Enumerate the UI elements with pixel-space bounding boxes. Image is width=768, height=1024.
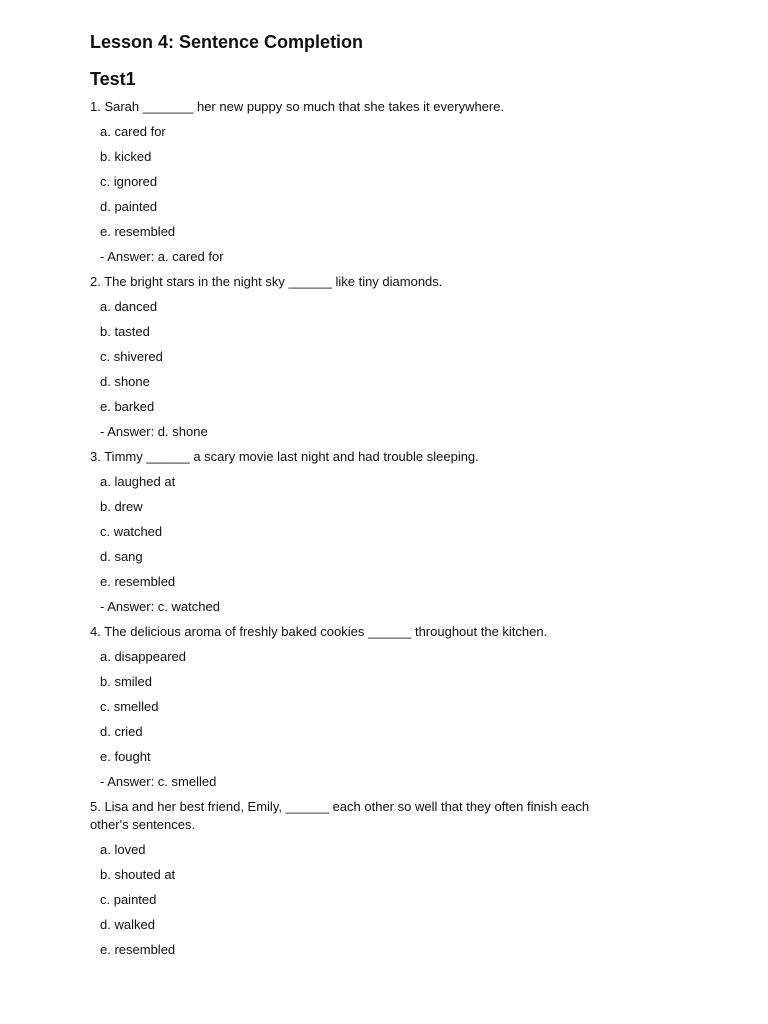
option-e: e. resembled [100,224,176,239]
test-title: Test1 [90,69,136,89]
option-c: c. ignored [100,174,158,189]
option-b: b. shouted at [100,867,176,882]
answer-line: - Answer: d. shone [100,424,208,439]
option-d: d. sang [100,549,143,564]
option-d: d. shone [100,374,150,389]
answer-line: - Answer: a. cared for [100,249,224,264]
option-d: d. painted [100,199,158,214]
option-e: e. barked [100,399,155,414]
question-4 [90,623,690,791]
option-b: b. tasted [100,324,150,339]
lesson-title: Lesson 4: Sentence Completion [90,32,364,52]
option-b: b. kicked [100,149,152,164]
option-d: d. walked [100,917,155,932]
question-text: 3. Timmy ______ a scary movie last night and had trouble sleeping. [90,449,479,464]
option-e: e. resembled [100,942,176,957]
option-e: e. resembled [100,574,176,589]
option-a: a. danced [100,299,158,314]
option-a: a. cared for [100,124,166,139]
question-text: 4. The delicious aroma of freshly baked cookies ______ throughout the kitchen. [90,624,548,639]
answer-line: - Answer: c. watched [100,599,220,614]
question-text: 2. The bright stars in the night sky ______ like tiny diamonds. [90,274,443,289]
question-text: 1. Sarah _______ her new puppy so much that she takes it everywhere. [90,99,505,114]
option-d: d. cried [100,724,143,739]
option-c: c. painted [100,892,157,907]
question-list [90,98,690,959]
question-2 [90,273,690,441]
option-c: c. shivered [100,349,163,364]
document-page [90,30,690,966]
option-e: e. fought [100,749,151,764]
question-3 [90,448,690,616]
option-a: a. disappeared [100,649,187,664]
option-c: c. watched [100,524,163,539]
option-b: b. drew [100,499,143,514]
answer-line: - Answer: c. smelled [100,774,217,789]
question-5 [90,798,690,959]
question-1 [90,98,690,266]
option-b: b. smiled [100,674,153,689]
option-c: c. smelled [100,699,159,714]
option-a: a. loved [100,842,146,857]
option-a: a. laughed at [100,474,176,489]
question-text: 5. Lisa and her best friend, Emily, ______ each other so well that they often finish each other's sentences. [90,799,590,832]
